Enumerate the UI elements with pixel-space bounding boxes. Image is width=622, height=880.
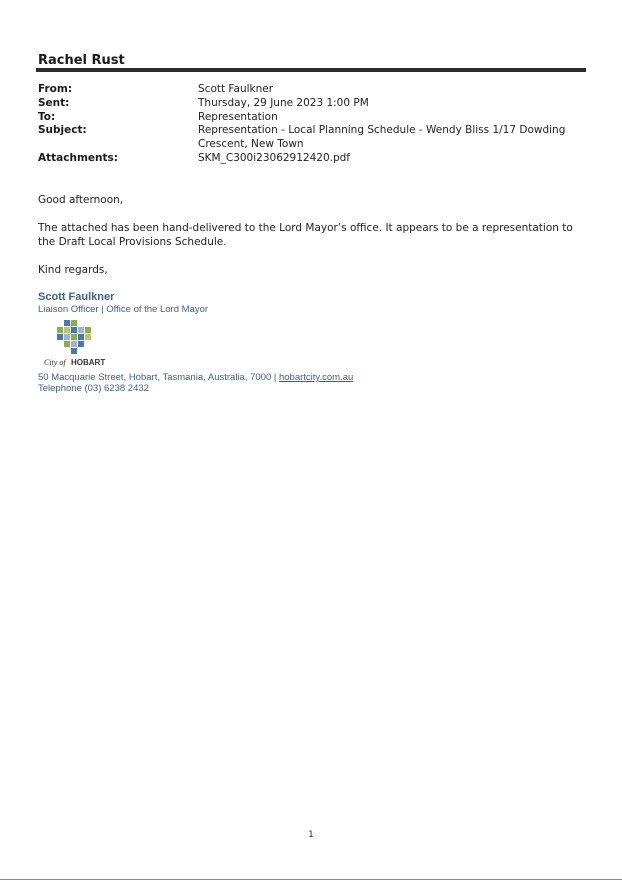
header-rule bbox=[36, 68, 586, 72]
signature-address bbox=[38, 372, 353, 383]
to-label: To: bbox=[38, 110, 56, 123]
signature-phone: Telephone (03) 6238 2432 bbox=[38, 383, 149, 394]
signature-name: Scott Faulkner bbox=[38, 291, 115, 303]
attachments-row bbox=[38, 152, 583, 166]
svg-text:HOBART: HOBART bbox=[71, 358, 106, 367]
subject-row bbox=[38, 124, 583, 152]
page-number: 1 bbox=[308, 830, 314, 840]
subject-label: Subject: bbox=[38, 124, 87, 137]
attachments-label: Attachments: bbox=[38, 151, 118, 164]
sent-label: Sent: bbox=[38, 96, 70, 109]
address-text: 50 Macquarie Street, Hobart, Tasmania, Australia, 7000 | bbox=[38, 372, 279, 383]
subject-value: Representation - Local Planning Schedule - Wendy Bliss 1/17 Dowding Crescent, New Town bbox=[198, 124, 566, 151]
email-header-table bbox=[38, 83, 583, 166]
website-link[interactable]: hobartcity.com.au bbox=[278, 372, 354, 383]
message-paragraph: The attached has been hand-delivered to the Lord Mayor’s office. It appears to be a representation to the Draft Local Provisions Schedule. bbox=[38, 222, 573, 248]
to-row bbox=[38, 111, 583, 125]
from-row bbox=[38, 83, 583, 97]
sent-value: Thursday, 29 June 2023 1:00 PM bbox=[198, 96, 369, 109]
from-value: Scott Faulkner bbox=[198, 83, 274, 95]
city-of-hobart-logo-icon bbox=[42, 318, 116, 368]
to-value: Representation bbox=[198, 110, 278, 123]
signature-title: Liaison Officer | Office of the Lord Mayor bbox=[38, 304, 209, 315]
svg-text:City of: City of bbox=[44, 358, 66, 367]
attachment-filename[interactable]: SKM_C300i23062912420.pdf bbox=[198, 151, 350, 164]
sender-name: Rachel Rust bbox=[38, 53, 125, 68]
greeting: Good afternoon, bbox=[38, 194, 124, 206]
sent-row bbox=[38, 97, 583, 111]
closing: Kind regards, bbox=[38, 264, 108, 276]
from-label: From: bbox=[38, 83, 73, 95]
